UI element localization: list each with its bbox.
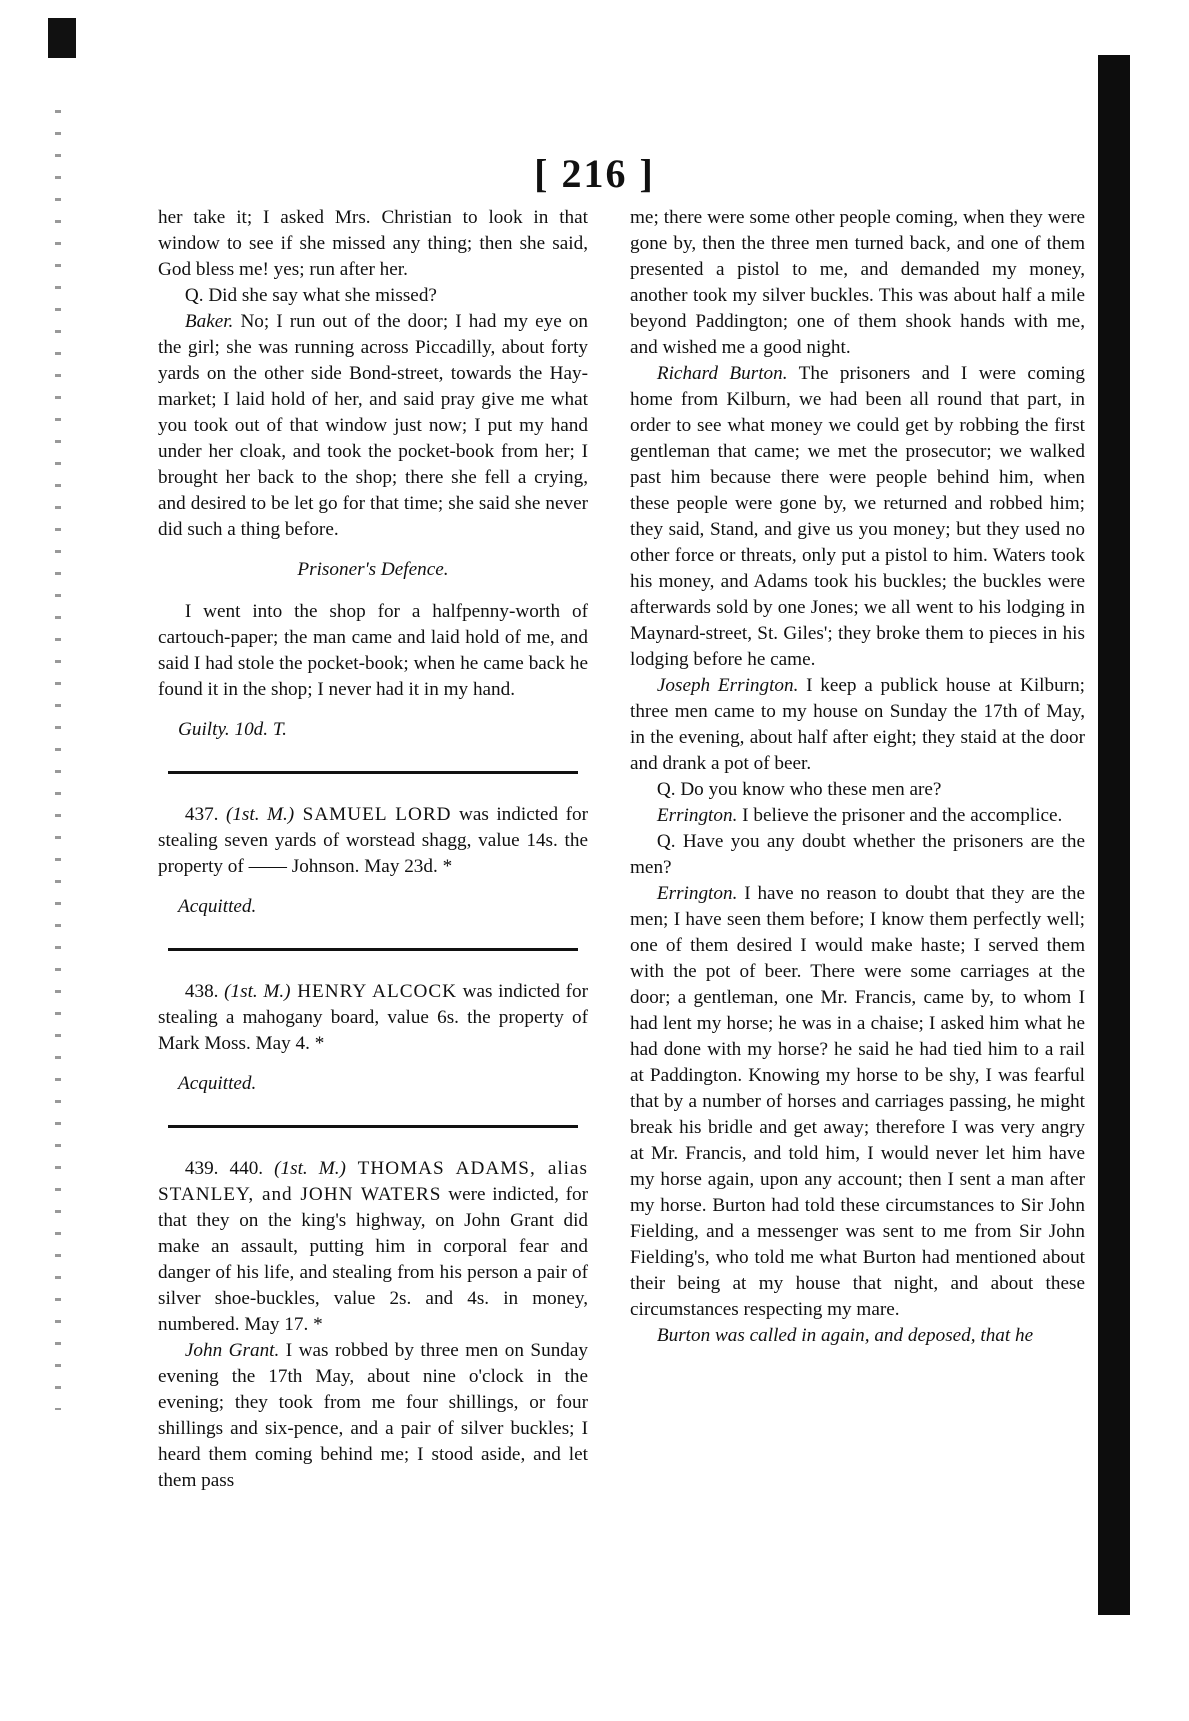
- testimony-text: I have no reason to doubt that they are the men; I have seen them before; I know them perfectly well; one of them desired I would make haste; I served them with the pot of beer. There were some carriages at the door; a gentleman, one Mr. Francis, came by, to whom I had lent my horse; he was in a chaise; I asked him what he had done with my horse? he said he had tied him to a rail at Paddington. Knowing my horse to be shy, I was fearful that by a number of horses and carriages passing, he might break his bridle and get away; therefore I was very angry at Mr. Francis, and told him, I would never let him have my horse again, upon any account; then I sent a man after my horse. Burton had told these circumstances to Sir John Fielding, and a messenger was sent to me from Sir John Fielding's, who told me what Burton had mentioned about their being at my house that night, and about these circumstances respecting my mare.: [630, 883, 1085, 1320]
- testimony-text: I believe the prisoner and the accomplice.: [737, 805, 1063, 826]
- testimony: [158, 1338, 588, 1494]
- case-text: was indicted for stealing a mahogany board, value 6s. the property of Mark Moss. May 4. *: [158, 981, 589, 1054]
- speaker-name: Errington.: [656, 805, 738, 826]
- case-number: 437.: [184, 804, 226, 825]
- speaker-name: John Grant.: [184, 1340, 280, 1361]
- left-column: [158, 205, 588, 1494]
- right-column: [630, 205, 1085, 1349]
- testimony: [630, 803, 1085, 829]
- speaker-name: Joseph Errington.: [656, 675, 799, 696]
- section-heading: Prisoner's Defence.: [297, 559, 449, 580]
- speaker-name: Richard Burton.: [656, 363, 788, 384]
- verdict: Guilty. 10d. T.: [178, 719, 287, 740]
- session-tag: (1st. M.): [225, 804, 295, 825]
- closing-line: Burton was called in again, and deposed, that he: [656, 1325, 1034, 1346]
- case-text: were indicted, for that they on the king's highway, on John Grant did make an assault, putting him in corporal fear and danger of his life, and stealing from his person a pair of silver shoe-buckles, value 2s. and 4s. in money, numbered. May 17. *: [158, 1184, 588, 1335]
- scan-corner-mark: [48, 18, 76, 58]
- verdict: Acquitted.: [178, 1073, 257, 1094]
- testimony-text: No; I run out of the door; I had my eye on the girl; she was running across Piccadilly, about forty yards on the other side Bond-street, towards the Hay-market; I laid hold of her, and said pray give me what you took out of that window just now; I put my hand under her cloak, and took the pocket-book from her; I brought her back to the shop; there she fell a crying, and desired to be let go for that time; she said she never did such a thing before.: [158, 311, 588, 540]
- question: Q. Did she say what she missed?: [184, 285, 437, 306]
- testimony: [630, 361, 1085, 673]
- session-tag: (1st. M.): [274, 1158, 346, 1179]
- testimony: [158, 309, 588, 543]
- testimony-text: The prisoners and I were coming home from Kilburn, we had been all round that part, in order to see what money we could get by robbing the first gentleman that came; we met the prosecutor; we walked past him because there were people behind him, when these people were gone by, we returned and robbed him; they said, Stand, and give us you money; but they used no other force or threats, only put a pistol to him. Waters took his money, and Adams took his buckles; the buckles were afterwards sold by one Jones; we all went to his lodging in Maynard-street, St. Giles'; they broke them to pieces in his lodging before he came.: [630, 363, 1085, 670]
- paragraph: me; there were some other people coming, when they were gone by, then the three men turned back, and one of them presented a pistol to me, and demanded my money, another took my silver buckles. This was about half a mile beyond Paddington; one of them shook hands with me, and wished me a good night.: [630, 207, 1085, 358]
- divider: [168, 1125, 578, 1128]
- defendant-name: THOMAS ADAMS, alias STANLEY, and JOHN WATERS: [158, 1158, 588, 1205]
- scan-edge-marks: [55, 110, 61, 1410]
- defence-text: I went into the shop for a halfpenny-worth of cartouch-paper; the man came and laid hold of me, and said I had stole the pocket-book; when he came back he found it in the shop; I never had it in my hand.: [158, 601, 588, 700]
- divider: [168, 771, 578, 774]
- question: Q. Have you any doubt whether the prisoners are the men?: [630, 831, 1085, 878]
- testimony-text: I keep a publick house at Kilburn; three men came to my house on Sunday the 17th of May, in the evening, about half after eight; they staid at the door and drank a pot of beer.: [630, 675, 1085, 774]
- speaker-name: Errington.: [656, 883, 738, 904]
- defendant-name: SAMUEL LORD: [294, 804, 452, 825]
- case-number: 439. 440.: [184, 1158, 275, 1179]
- speaker-name: Baker.: [184, 311, 234, 332]
- case-entry: [158, 979, 588, 1057]
- paragraph: her take it; I asked Mrs. Christian to look in that window to see if she missed any thing; then she said, God bless me! yes; run after her.: [158, 207, 588, 280]
- case-entry: [158, 1156, 588, 1338]
- scan-binding-shadow: [1098, 55, 1130, 1615]
- page-number: [ 216 ]: [534, 151, 655, 196]
- testimony: [630, 673, 1085, 777]
- case-entry: [158, 802, 588, 880]
- testimony: [630, 881, 1085, 1323]
- question: Q. Do you know who these men are?: [656, 779, 942, 800]
- session-tag: (1st. M.): [224, 981, 291, 1002]
- divider: [168, 948, 578, 951]
- case-text: was indicted for stealing seven yards of worstead shagg, value 14s. the property of —— Johnson. May 23d. *: [158, 804, 589, 877]
- verdict: Acquitted.: [178, 896, 257, 917]
- defendant-name: HENRY ALCOCK: [290, 981, 458, 1002]
- testimony-text: I was robbed by three men on Sunday evening the 17th May, about nine o'clock in the evening; they took from me four shillings, or four shillings and six-pence, and a pair of silver buckles; I heard them coming behind me; I stood aside, and let them pass: [158, 1340, 588, 1491]
- case-number: 438.: [184, 981, 225, 1002]
